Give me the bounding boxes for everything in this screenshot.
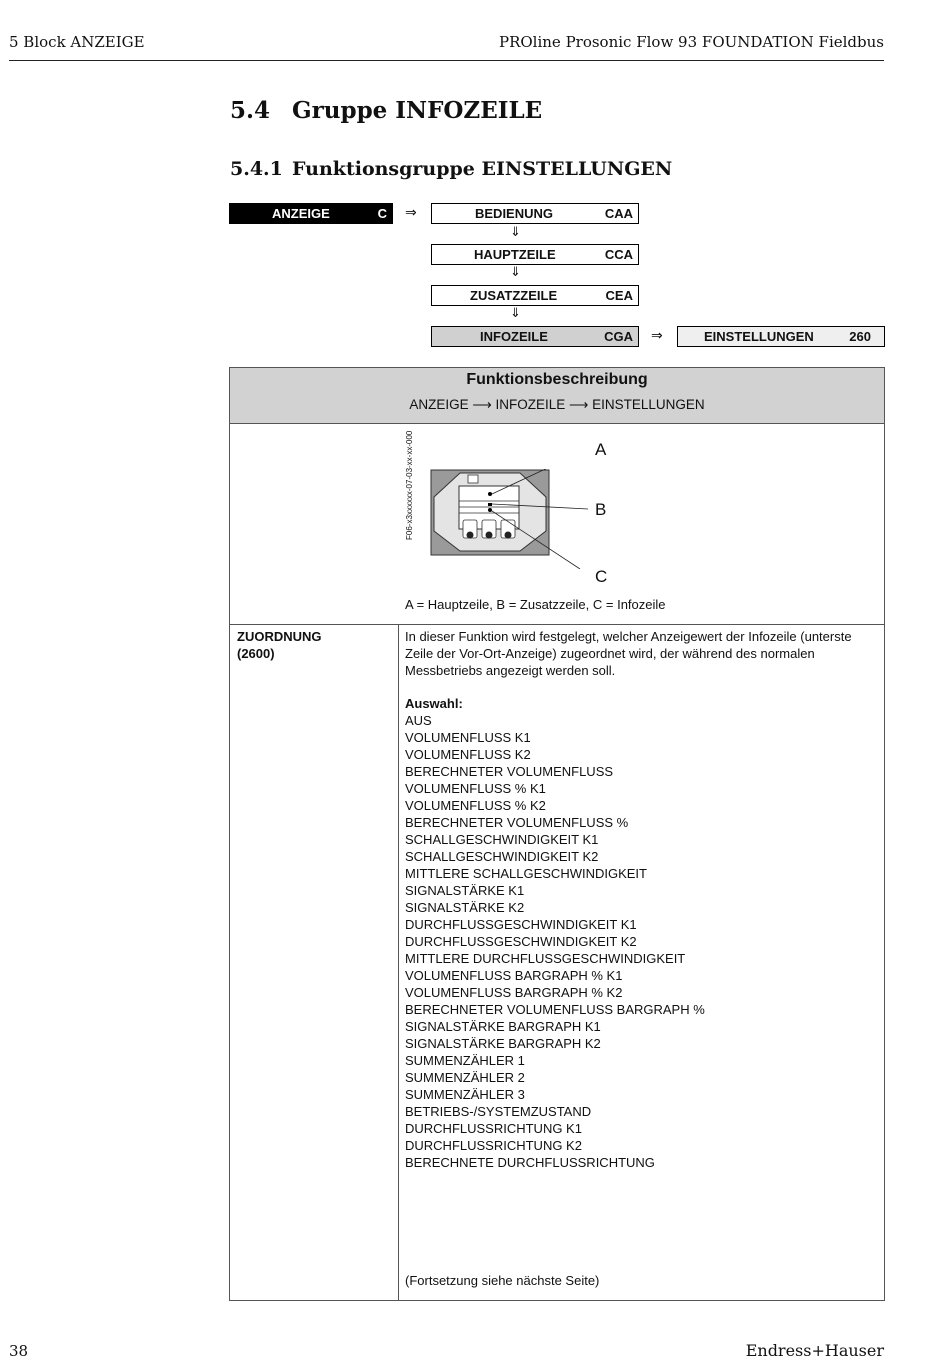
list-item: SIGNALSTÄRKE BARGRAPH K2 [405,1036,601,1051]
flow-block-label: ANZEIGE [272,206,330,221]
figure-caption: A = Hauptzeile, B = Zusatzzeile, C = Infozeile [405,597,666,612]
running-header-product: PROline Prosonic Flow 93 FOUNDATION Fieldbus [498,33,884,51]
list-item: SUMMENZÄHLER 3 [405,1087,525,1102]
page-number: 38 [9,1342,29,1360]
flow-function-group-einstellungen [677,326,885,347]
continuation-note: (Fortsetzung siehe nächste Seite) [405,1273,600,1288]
list-item: DURCHFLUSSRICHTUNG K2 [405,1138,582,1153]
flow-group-label: INFOZEILE [480,329,548,344]
section-title: Gruppe INFOZEILE [292,97,543,124]
flow-function-group-label: EINSTELLUNGEN [704,329,814,344]
flow-group-hauptzeile [431,244,639,265]
list-item: DURCHFLUSSGESCHWINDIGKEIT K2 [405,934,637,949]
flow-group-label: HAUPTZEILE [474,247,556,262]
flow-block-code: C [377,206,387,221]
list-item: VOLUMENFLUSS K1 [405,730,531,745]
function-description: In dieser Funktion wird festgelegt, welcher Anzeigewert der Infozeile (unterste Zeile der Vor-Ort-Anzeige) zugeordnet wird, der während des normalen Messbetriebs angezeigt werden soll. [405,629,852,678]
column-divider [398,625,399,1301]
flow-group-code: CGA [604,329,633,344]
subsection-heading [230,158,672,180]
table-title: Funktionsbeschreibung [466,371,648,388]
flow-group-label: BEDIENUNG [475,206,554,221]
flow-arrow-down-3: ⇓ [510,306,521,321]
list-item: VOLUMENFLUSS BARGRAPH % K2 [405,985,623,1000]
list-item: BERECHNETE DURCHFLUSSRICHTUNG [405,1155,655,1170]
list-item: SIGNALSTÄRKE K2 [405,900,525,915]
figure-code: F06-x3xxxxxx-07-03-xx-xx-000 [405,430,414,540]
section-heading [230,97,542,124]
options-title: Auswahl: [405,696,463,711]
subsection-title: Funktionsgruppe EINSTELLUNGEN [292,158,673,180]
flow-function-group-code: 260 [849,329,871,344]
table-path: ANZEIGE ⟶ INFOZEILE ⟶ EINSTELLUNGEN [409,397,705,412]
list-item: VOLUMENFLUSS K2 [405,747,531,762]
flow-arrow-right-1: ⇒ [405,205,417,221]
flow-group-code: CEA [605,288,633,303]
flow-group-infozeile [431,326,639,347]
list-item: SUMMENZÄHLER 2 [405,1070,525,1085]
flow-group-label: ZUSATZZEILE [470,288,558,303]
list-item: BERECHNETER VOLUMENFLUSS % [405,815,629,830]
flow-block-anzeige [229,203,393,224]
list-item: SUMMENZÄHLER 1 [405,1053,525,1068]
local-display-figure [430,469,610,569]
list-item: AUS [405,713,432,728]
list-item: VOLUMENFLUSS % K1 [405,781,546,796]
figure-row [230,424,884,625]
function-name-label: ZUORDNUNG [237,629,322,644]
list-item: MITTLERE DURCHFLUSSGESCHWINDIGKEIT [405,951,686,966]
figure-label-b: B [595,500,607,519]
running-header-chapter: 5 Block ANZEIGE [9,33,145,51]
list-item: SCHALLGESCHWINDIGKEIT K1 [405,832,599,847]
section-number: 5.4 [230,97,271,124]
subsection-number: 5.4.1 [230,158,283,180]
list-item: BETRIEBS-/SYSTEMZUSTAND [405,1104,592,1119]
list-item: VOLUMENFLUSS % K2 [405,798,546,813]
list-item: SCHALLGESCHWINDIGKEIT K2 [405,849,599,864]
flow-group-code: CCA [604,247,633,262]
header-rule [9,60,884,61]
function-code: (2600) [237,646,275,661]
flow-group-code: CAA [604,206,633,221]
figure-label-a: A [595,440,607,459]
list-item: DURCHFLUSSGESCHWINDIGKEIT K1 [405,917,637,932]
list-item: BERECHNETER VOLUMENFLUSS BARGRAPH % [405,1002,705,1017]
flow-arrow-right-2: ⇒ [651,328,663,344]
function-name [237,628,322,662]
list-item: SIGNALSTÄRKE BARGRAPH K1 [405,1019,601,1034]
flow-group-bedienung [431,203,639,224]
brand-logo: Endress+Hauser [745,1341,884,1360]
list-item: BERECHNETER VOLUMENFLUSS [405,764,614,779]
flow-group-zusatzzeile [431,285,639,306]
function-description-table [229,367,885,1301]
list-item: MITTLERE SCHALLGESCHWINDIGKEIT [405,866,647,881]
table-header [230,368,884,424]
option-list [405,695,705,1171]
list-item: DURCHFLUSSRICHTUNG K1 [405,1121,582,1136]
list-item: VOLUMENFLUSS BARGRAPH % K1 [405,968,623,983]
list-item: SIGNALSTÄRKE K1 [405,883,525,898]
flow-arrow-down-2: ⇓ [510,265,521,280]
flow-arrow-down-1: ⇓ [510,225,521,240]
figure-label-c: C [595,567,608,586]
